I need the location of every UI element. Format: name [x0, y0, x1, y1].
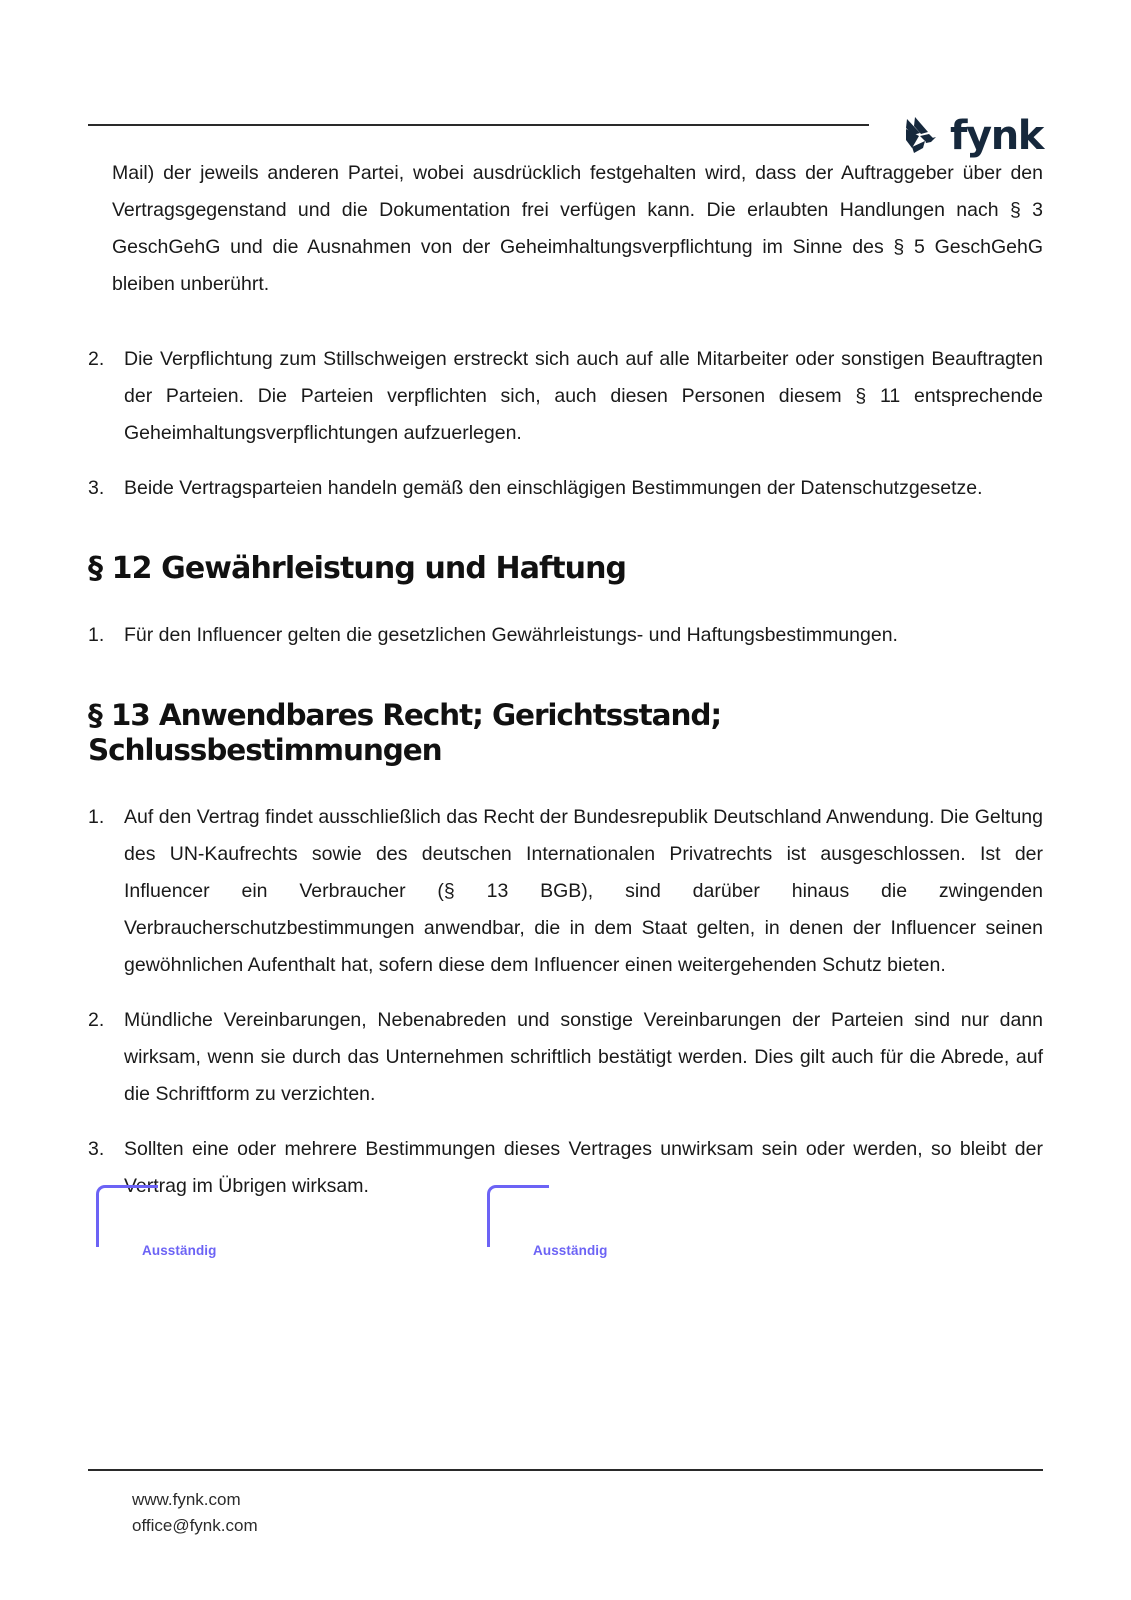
list-item-text: Auf den Vertrag findet ausschließlich das Recht der Bundesrepublik Deutschland Anwendung. Die Geltung des UN-Kaufrechts sowie des deutschen Internationalen Privatrechts ist ausgeschlossen. Ist der Influencer ein Verbraucher (§ 13 BGB), sind darüber hinaus die zwingenden Verbraucherschutzbestimmungen anwendbar, die in dem Staat gelten, in denen der Influencer seinen gewöhnlichen Aufenthalt hat, sofern diese dem Influencer einen weitergehenden Schutz bieten.: [124, 805, 1043, 976]
list-item: [88, 1002, 1043, 1113]
footer-email[interactable]: office@fynk.com: [132, 1516, 258, 1535]
origami-bird-icon: [895, 115, 941, 157]
section-13-heading: § 13 Anwendbares Recht; Gerichtsstand; Schlussbestimmungen: [88, 698, 722, 768]
signature-bracket-icon: [487, 1185, 549, 1247]
intro-paragraph: Mail) der jeweils anderen Partei, wobei ausdrücklich festgehalten wird, dass der Auftraggeber über den Vertragsgegenstand und die Dokumentation frei verfügen kann. Die erlaubten Handlungen nach § 3 GeschGehG und die Ausnahmen von der Geheimhaltungsverpflichtung im Sinne des § 5 GeschGehG bleiben unberührt.: [112, 162, 1043, 295]
page-footer: [88, 1469, 1043, 1539]
list-item-text: Sollten eine oder mehrere Bestimmungen dieses Vertrages unwirksam sein oder werden, so bleibt der Vertrag im Übrigen wirksam.: [124, 1137, 1043, 1197]
signature-field-2[interactable]: [487, 1185, 617, 1263]
list-marker: 3.: [88, 1137, 105, 1160]
section-12-list: [88, 617, 1043, 654]
list-item: [88, 470, 1043, 507]
list-marker: 3.: [88, 477, 105, 499]
fynk-logo: [869, 115, 1043, 157]
list-item-text: Mündliche Vereinbarungen, Nebenabreden und sonstige Vereinbarungen der Parteien sind nur dann wirksam, wenn sie durch das Unternehmen schriftlich bestätigt werden. Dies gilt auch für die Abrede, auf die Schriftform zu verzichten.: [124, 1008, 1043, 1105]
signature-status-badge: Ausständig: [142, 1243, 217, 1258]
fynk-wordmark: fynk: [950, 113, 1043, 159]
list-item-text: Die Verpflichtung zum Stillschweigen erstreckt sich auch auf alle Mitarbeiter oder sonstigen Beauftragten der Parteien. Die Parteien verpflichten sich, auch diesen Personen diesem § 11 entsprechende Geheimhaltungsverpflichtungen aufzuerlegen.: [124, 348, 1043, 444]
footer-contact: [132, 1487, 1043, 1539]
signature-status-badge: Ausständig: [533, 1243, 608, 1258]
signature-bracket-icon: [96, 1185, 158, 1247]
signature-row: [96, 1185, 617, 1263]
list-item: [88, 799, 1043, 984]
clause-11-list: [88, 341, 1043, 507]
footer-website[interactable]: www.fynk.com: [132, 1490, 241, 1509]
document-content: [88, 155, 1043, 1205]
list-item: [88, 617, 1043, 654]
list-item: [88, 341, 1043, 452]
footer-divider: [88, 1469, 1043, 1471]
section-12-heading: § 12 Gewährleistung und Haftung: [88, 551, 627, 586]
section-13-list: [88, 799, 1043, 1205]
list-marker: 1.: [88, 805, 105, 828]
signature-field-1[interactable]: [96, 1185, 226, 1263]
list-marker: 1.: [88, 624, 105, 646]
list-marker: 2.: [88, 1008, 105, 1031]
list-item-text: Für den Influencer gelten die gesetzlichen Gewährleistungs- und Haftungsbestimmungen.: [124, 624, 898, 646]
list-item-text: Beide Vertragsparteien handeln gemäß den einschlägigen Bestimmungen der Datenschutzgesetze.: [124, 477, 983, 499]
list-marker: 2.: [88, 348, 105, 370]
